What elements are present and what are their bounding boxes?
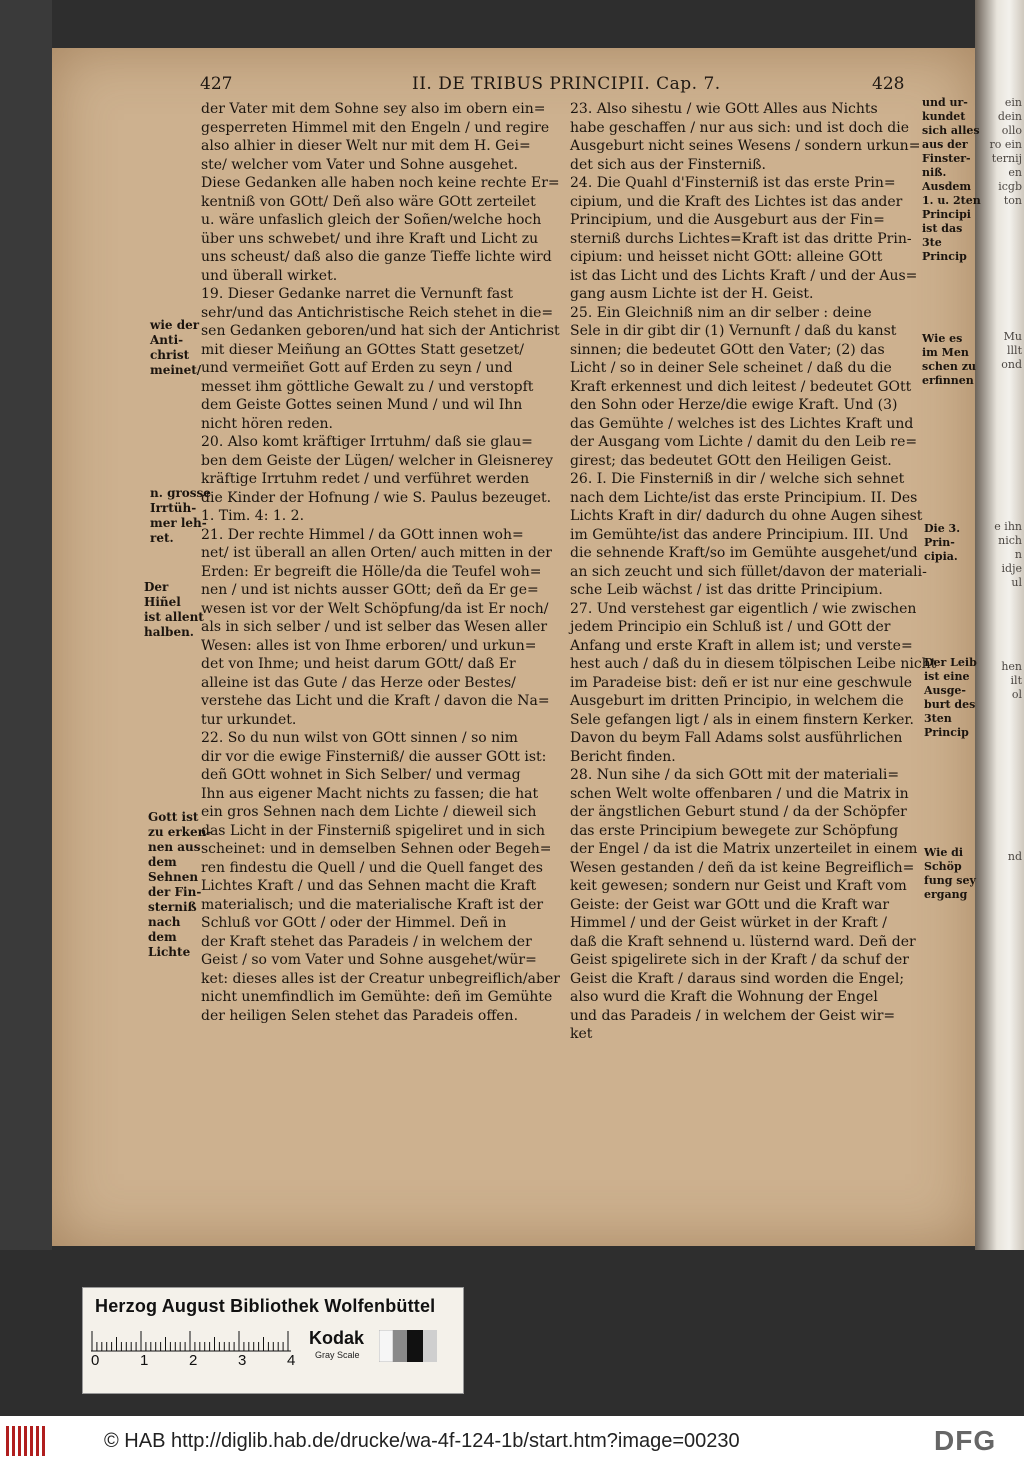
kodak-brand: Kodak	[309, 1328, 365, 1348]
margin-note-line: halben.	[144, 625, 194, 639]
text-line: ben dem Geiste der Lügen/ welcher in Gleisnerey	[201, 452, 554, 469]
text-line: det von Ihme; und heist darum GOtt/ daß Er	[201, 656, 516, 672]
margin-note-line: Sehnen	[148, 870, 199, 884]
margin-note-line: schen zu	[922, 360, 976, 373]
text-line: an sich zeucht und sich füllet/davon der materiali-	[570, 563, 927, 580]
ruler-number: 4	[287, 1352, 296, 1369]
text-line: Licht / so in deiner Sele scheinet / daß du die	[570, 360, 892, 376]
text-line: der Engel / da ist die Matrix unzerteilet in einem	[570, 841, 918, 857]
margin-note-line: christ	[150, 348, 190, 362]
text-line: 26. I. Die Finsterniß in dir / welche sich sehnet	[570, 471, 905, 487]
margin-note-line: nach	[148, 915, 181, 929]
ruler-number: 0	[91, 1352, 100, 1369]
text-line: Sele gefangen ligt / als in einem finstern Kerker.	[570, 711, 914, 728]
text-line: im Paradeise bist: deñ er ist nur eine geschwule	[570, 674, 913, 691]
text-line: und vermeiñet Gott auf Erden zu seyn / und	[201, 360, 513, 376]
margin-note-line: meinet/	[150, 363, 202, 377]
text-line: keit gewesen; sondern nur Geist und Kraft vom	[570, 878, 907, 894]
gray-scale-swatch	[379, 1330, 439, 1362]
margin-note-line: Finster-	[922, 152, 971, 165]
text-line: den Sohn oder Herze/die ewige Kraft. Und (3)	[570, 397, 898, 413]
text-line: also alhier in dieser Welt nur mit dem H. Gei=	[201, 138, 531, 154]
margin-note-line: cipia.	[924, 550, 958, 563]
margin-note-line: und ur-	[922, 96, 968, 109]
text-line: und das Paradeis / in welchem der Geist wir=	[570, 1007, 896, 1024]
text-line: Anfang und erste Kraft in allem ist; und verste=	[570, 637, 913, 654]
text-line: 21. Der rechte Himmel / da GOtt innen woh=	[201, 526, 524, 543]
text-line: 24. Die Quahl d'Finsterniß ist das erste Prin=	[570, 175, 896, 191]
margin-note-line: wie der	[150, 318, 200, 332]
margin-note-line: Wie di	[924, 846, 964, 859]
margin-note-line: Princip	[924, 726, 969, 739]
margin-note-line: Wie es	[922, 332, 963, 345]
text-line: materialisch; und die materialische Kraft ist der	[201, 896, 544, 913]
text-line: der heiligen Selen stehet das Paradeis offen.	[201, 1007, 519, 1024]
margin-note-line: Gott ist	[148, 810, 199, 824]
spine-fragment: hen ilt ol	[1001, 660, 1022, 701]
text-line: als in sich selber / und ist selber das Wesen aller	[201, 619, 548, 635]
text-line: 20. Also komt kräftiger Irrtuhm/ daß sie glau=	[201, 434, 533, 450]
text-line: 1. Tim. 4: 1. 2.	[201, 508, 305, 524]
margin-note-line: nen aus	[148, 840, 201, 854]
spine-fragment: Mu lllt ond	[1001, 330, 1022, 371]
spine-fragment: ein dein ollo ro ein ternij en icgb ton	[989, 96, 1022, 207]
text-line: gang ausm Lichte ist der H. Geist.	[570, 286, 814, 302]
archive-label-card	[82, 1287, 464, 1394]
library-name: Herzog August Bibliothek Wolfenbüttel	[95, 1296, 436, 1316]
margin-note-line: Hiñel	[144, 595, 181, 609]
text-line: das Gemühte / welches ist des Lichtes Kraft und	[570, 415, 914, 432]
margin-note-line: der Fin-	[148, 885, 202, 899]
text-line: jedem Principio ein Schluß ist / und GOtt der	[570, 619, 891, 635]
right-margin-note	[922, 96, 981, 264]
text-line: nach dem Lichte/ist das erste Principium. II. Des	[570, 489, 918, 506]
text-line: Geist die Kraft / daraus sind worden die Engel;	[570, 970, 905, 987]
ruler-numbers	[91, 1352, 301, 1372]
margin-note-line: Princip	[922, 250, 967, 263]
ruler-number: 2	[189, 1352, 198, 1369]
left-margin-note	[150, 486, 211, 546]
text-line: Himmel / und der Geist würket in der Kraft /	[570, 915, 888, 931]
text-line: Ausgeburt nicht seines Wesens / sondern urkun=	[570, 138, 921, 154]
text-line: scheinet: und in demselben Sehnen oder Begeh=	[201, 841, 552, 857]
text-line: wesen ist vor der Welt Schöpfung/da ist Er noch/	[201, 600, 549, 617]
text-line: 27. Und verstehest gar eigentlich / wie zwischen	[570, 600, 917, 617]
text-line: Lichts Kraft in dir/ dadurch du ohne Augen sihest	[570, 508, 923, 524]
left-margin-note	[150, 318, 201, 378]
left-margin-note	[148, 810, 211, 960]
text-line: kentniß von GOtt/ Deñ also wäre GOtt zerteilet	[201, 193, 536, 210]
margin-note-line: Prin-	[924, 536, 955, 549]
margin-note-line: niß.	[922, 166, 947, 179]
text-line: ket	[570, 1026, 593, 1042]
margin-note-line: Schöp	[924, 860, 962, 873]
right-margin-note	[924, 846, 976, 902]
text-line: u. wäre unfaslich gleich der Soñen/welche hoch	[201, 212, 542, 228]
text-line: det sich aus der Finsterniß.	[570, 156, 766, 173]
text-line: und überall wirket.	[201, 267, 338, 284]
text-line: alleine ist das Gute / das Herze oder Bestes/	[201, 674, 516, 691]
text-line: nen / und ist nichts ausser GOtt; deñ da Er ge=	[201, 582, 539, 598]
footer-bar	[0, 1416, 1024, 1468]
text-line: net/ ist überall an allen Orten/ auch mitten in der	[201, 545, 552, 561]
text-line: Geist spigelirete sich in der Kraft / da schuf der	[570, 952, 909, 968]
text-line: das erste Principium bewegete zur Schöpfung	[570, 822, 899, 839]
page-number-left: 427	[200, 74, 233, 94]
text-line: die Kinder der Hofnung / wie S. Paulus bezeuget.	[201, 489, 552, 506]
text-line: nicht unemfindlich im Gemühte: deñ im Gemühte	[201, 989, 553, 1005]
margin-note-line: Ausdem	[922, 180, 972, 193]
spine-fragment: nd	[1007, 850, 1022, 863]
copyright-link[interactable]: © HAB http://diglib.hab.de/drucke/wa-4f-124-1b/start.htm?image=00230	[104, 1430, 740, 1452]
left-margin-note	[144, 580, 204, 640]
text-line: Sele in dir gibt dir (1) Vernunft / daß du kanst	[570, 323, 897, 339]
text-line: girest; das bedeutet GOtt den Heiligen Geist.	[570, 452, 892, 469]
margin-note-line: 1. u. 2ten	[922, 194, 981, 207]
margin-note-line: Irrtüh-	[150, 501, 197, 515]
text-line: verstehe das Licht und die Kraft / davon die Na=	[201, 693, 550, 709]
text-line: Ihn aus eigener Macht nichts zu fassen; die hat	[201, 785, 539, 802]
margin-note-line: kundet	[922, 110, 966, 123]
scale-ruler	[91, 1330, 301, 1374]
margin-note-line: Ausge-	[924, 684, 966, 697]
margin-note-line: burt des	[924, 698, 976, 711]
text-line: sche Leib wächst / ist das dritte Principium.	[570, 582, 883, 598]
text-line: hest auch / daß du in diesem tölpischen Leibe nicht	[570, 656, 937, 672]
text-line: gesperreten Himmel mit den Engeln / und regire	[201, 119, 550, 136]
margin-note-line: ist allent	[144, 610, 204, 624]
right-margin-note	[924, 522, 960, 564]
text-line: kräftige Irrtuhm redet / und verführet werden	[201, 471, 530, 487]
margin-note-line: ist das	[922, 222, 963, 235]
scan-backdrop-left	[0, 0, 52, 1250]
text-line: sinnen; die bedeutet GOtt den Vater; (2) das	[570, 341, 885, 358]
text-line: 19. Dieser Gedanke narret die Vernunft fast	[201, 286, 514, 302]
right-margin-note	[922, 332, 976, 388]
text-line: Ausgeburt im dritten Principio, in welchem die	[570, 693, 904, 709]
text-line: ste/ welcher vom Vater und Sohne ausgehet.	[201, 156, 518, 173]
text-line: Geiste: der Geist war GOtt und die Kraft war	[570, 896, 890, 913]
text-line: Erden: Er begreift die Hölle/da die Teufel woh=	[201, 563, 542, 580]
text-line: Principium, und die Ausgeburt aus der Fin=	[570, 212, 885, 228]
text-line: der Ausgang vom Lichte / damit du den Leib re=	[570, 434, 918, 450]
text-line: im Gemühte/ist das andere Principium. III. Und	[570, 526, 909, 543]
text-line: dir vor die ewige Finsterniß/ die ausser GOtt ist:	[201, 748, 547, 765]
margin-note-line: sich alles	[922, 124, 980, 137]
margin-note-line: ret.	[150, 531, 174, 545]
text-line: Wesen: alles ist von Ihme erboren/ und urkun=	[201, 637, 537, 654]
page-number-right: 428	[872, 74, 905, 94]
text-line: Schluß vor GOtt / oder der Himmel. Deñ in	[201, 915, 507, 931]
text-line: Bericht finden.	[570, 748, 676, 765]
margin-note-line: dem	[148, 855, 177, 869]
margin-note-line: erfinnen	[922, 374, 974, 387]
text-line: habe geschaffen / nur aus sich: und ist doch die	[570, 119, 910, 136]
margin-note-line: ist eine	[924, 670, 970, 683]
ruler-number: 3	[238, 1352, 247, 1369]
margin-note-line: dem	[148, 930, 177, 944]
left-text-column	[201, 100, 561, 1025]
margin-note-line: mer leh-	[150, 516, 207, 530]
margin-note-line: Der Leib	[924, 656, 977, 669]
margin-note-line: fung sey	[924, 874, 976, 887]
text-line: Diese Gedanken alle haben noch keine rechte Er=	[201, 175, 560, 191]
margin-note-line: Principi	[922, 208, 971, 221]
text-line: Lichtes Kraft / und das Sehnen macht die Kraft	[201, 878, 537, 894]
text-line: ket: dieses alles ist der Creatur unbegreiflich/aber	[201, 970, 560, 987]
text-line: 22. So du nun wilst von GOtt sinnen / so nim	[201, 730, 518, 746]
text-line: Kraft erkennest und dich leitest / bedeutet GOtt	[570, 378, 912, 395]
gray-scale-caption: Gray Scale	[315, 1350, 360, 1360]
text-line: das Licht in der Finsterniß spigeliret und in sich	[201, 822, 546, 839]
text-line: der Kraft stehet das Paradeis / in welchem der	[201, 933, 532, 950]
margin-note-line: aus der	[922, 138, 968, 151]
margin-note-line: Der	[144, 580, 169, 594]
spine-fragment: e ihn nich n idje ul	[994, 520, 1022, 589]
text-line: cipium, und die Kraft des Lichtes ist das ander	[570, 193, 903, 210]
text-line: ren findestu die Quell / und die Quell fanget des	[201, 859, 543, 876]
text-line: also wurd die Kraft die Wohnung der Engel	[570, 989, 878, 1005]
text-line: cipium: und heisset nicht GOtt: alleine GOtt	[570, 249, 883, 265]
text-line: nicht hören reden.	[201, 415, 334, 432]
margin-note-line: zu erken-	[148, 825, 212, 839]
text-line: deñ GOtt wohnet in Sich Selber/ und vermag	[201, 767, 521, 783]
text-line: Geist / so vom Vater und Sohne ausgehet/wür=	[201, 952, 537, 968]
margin-note-line: im Men	[922, 346, 969, 359]
text-line: die sehnende Kraft/so im Gemühte ausgehet/und	[570, 545, 918, 561]
hab-logo-icon	[6, 1424, 48, 1458]
text-line: ist das Licht und des Lichts Kraft / und der Aus=	[570, 267, 918, 284]
text-line: ein gros Sehnen nach dem Lichte / dieweil sich	[201, 804, 537, 820]
text-line: sterniß durchs Lichtes=Kraft ist das dritte Prin-	[570, 230, 912, 247]
text-line: messet ihm göttliche Gewalt zu / und verstopft	[201, 378, 534, 395]
text-line: schen Welt wolte offenbaren / und die Matrix in	[570, 785, 909, 802]
ruler-ticks	[91, 1330, 296, 1352]
margin-note-line: Anti-	[150, 333, 184, 347]
text-line: mit dieser Meiñung an GOttes Statt gesetzet/	[201, 341, 524, 358]
text-line: über uns schwebet/ und ihre Kraft und Licht zu	[201, 230, 539, 247]
margin-note-line: sterniß	[148, 900, 197, 914]
margin-note-line: 3ten	[924, 712, 952, 725]
margin-note-line: n. grosse	[150, 486, 211, 500]
margin-note-line: 3te	[922, 236, 942, 249]
facing-page-edge	[975, 0, 1024, 1250]
text-line: der Vater mit dem Sohne sey also im obern ein=	[201, 101, 546, 117]
text-line: daß die Kraft sehnend u. lüsternd ward. Deñ der	[570, 933, 916, 950]
text-line: Davon du beym Fall Adams solst ausführlichen	[570, 730, 903, 746]
right-margin-note	[924, 656, 977, 740]
text-line: 28. Nun sihe / da sich GOtt mit der materiali=	[570, 767, 900, 783]
text-line: 25. Ein Gleichniß nim an dir selber : deine	[570, 304, 872, 321]
margin-note-line: Lichte	[148, 945, 191, 959]
margin-note-line: ergang	[924, 888, 968, 901]
text-line: Wesen gestanden / deñ da ist keine Begreiflich=	[570, 859, 915, 876]
dfg-logo: DFG	[934, 1425, 997, 1456]
text-line: sen Gedanken geboren/und hat sich der Antichrist	[201, 323, 560, 339]
text-line: dem Geiste Gottes seinen Mund / und wil Ihn	[201, 397, 523, 413]
text-line: tur urkundet.	[201, 711, 297, 728]
ruler-number: 1	[140, 1352, 149, 1369]
text-line: sehr/und das Antichristische Reich stehet in die=	[201, 304, 554, 321]
page-header	[200, 74, 960, 98]
text-line: uns scheust/ daß also die ganze Tieffe lichte wird	[201, 249, 552, 265]
text-line: 23. Also sihestu / wie GOtt Alles aus Nichts	[570, 101, 878, 117]
margin-note-line: Die 3.	[924, 522, 961, 535]
running-title: II. DE TRIBUS PRINCIPII. Cap. 7.	[412, 74, 721, 94]
text-line: der ängstlichen Geburt stund / da der Schöpfer	[570, 804, 907, 820]
